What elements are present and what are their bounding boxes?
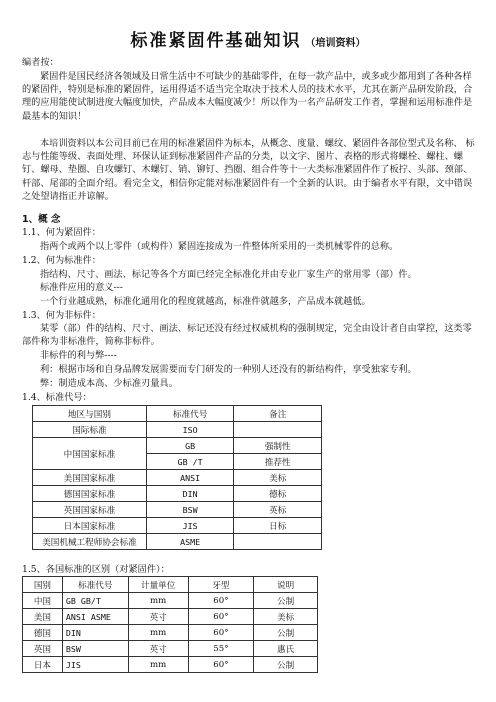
thread-cell: 60° bbox=[188, 625, 254, 641]
section-1-2-meaning-text: 一个行业越成熟，标准化通用化的程度就越高，标准件就越多，产品成本就越低。 bbox=[40, 296, 371, 307]
table-row bbox=[23, 657, 318, 673]
region-cell: 美国机械工程师协会标准 bbox=[33, 534, 147, 550]
table-header-row bbox=[23, 577, 318, 593]
table-row bbox=[33, 518, 322, 534]
region-cell: 国际标准 bbox=[33, 422, 147, 438]
code-cell: ISO bbox=[146, 422, 234, 438]
table-header-cell: 说明 bbox=[254, 577, 318, 593]
table-row bbox=[23, 625, 318, 641]
note-cell: 美标 bbox=[234, 470, 322, 486]
table-row bbox=[33, 502, 322, 518]
national-standards-comparison-table bbox=[22, 576, 318, 673]
table-header-cell: 牙型 bbox=[188, 577, 254, 593]
table-row bbox=[23, 641, 318, 657]
unit-cell: 英寸 bbox=[128, 641, 188, 657]
section-1-3-pros-cons-label: 非标件的利与弊---- bbox=[40, 350, 117, 361]
intro-paragraph-1: 紧固件是国民经济各领域及日常生活中不可缺少的基础零件，在每一款产品中，或多或少都用到了各种各样的紧固件，特别是标准的紧固件，运用得适不适当完全取决于技术人员的技术水平，尤其在新产品研发阶段，合理的应用能使试制进度大幅度加快，产品成本大幅度减少！所以作为一名产品研发工作者，掌握和运用标准件是最基本的知识！ bbox=[22, 71, 473, 122]
note-cell: 公制 bbox=[254, 657, 318, 673]
unit-cell: mm bbox=[128, 625, 188, 641]
section-1-2-meaning-label: 标准件应用的意义--- bbox=[40, 282, 123, 293]
table-header-cell: 备注 bbox=[234, 406, 322, 422]
note-cell: 英标 bbox=[234, 502, 322, 518]
document-title: 标准紧固件基础知识 bbox=[130, 31, 302, 51]
unit-cell: mm bbox=[128, 657, 188, 673]
section-1-5-heading: 1.5、各国标准的区别（对紧固件）： bbox=[22, 564, 170, 575]
thread-cell: 60° bbox=[188, 609, 254, 625]
region-cell: 日本国家标准 bbox=[33, 518, 147, 534]
code-cell: BSW bbox=[146, 502, 234, 518]
editor-note-label: 编者按： bbox=[22, 57, 59, 68]
code-cell: JIS bbox=[146, 518, 234, 534]
thread-cell: 55° bbox=[188, 641, 254, 657]
code-cell: GB /T bbox=[146, 454, 234, 470]
section-1-3-text: 某零（部）件的结构、尺寸、画法、标记还没有经过权威机构的强制规定，完全由设计者自由掌控，这类零部件称为非标准件，简称非标件。 bbox=[22, 323, 472, 348]
section-1-3-con: 弊：制造成本高、少标准刃量具。 bbox=[40, 378, 178, 389]
note-cell: 美标 bbox=[254, 609, 318, 625]
code-cell: ASME bbox=[146, 534, 234, 550]
note-cell: 公制 bbox=[254, 625, 318, 641]
table-row bbox=[33, 422, 322, 438]
table-header-row bbox=[33, 406, 322, 422]
code-cell: ANSI ASME bbox=[62, 609, 128, 625]
note-cell bbox=[234, 534, 322, 550]
code-cell: DIN bbox=[62, 625, 128, 641]
thread-cell: 60° bbox=[188, 593, 254, 609]
section-1-1-heading: 1.1、何为紧固件： bbox=[22, 227, 101, 238]
section-1-3-pro: 利：根据市场和自身品牌发展需要而专门研发的一种别人还没有的新结构件，享受独家专利。 bbox=[40, 364, 417, 375]
country-cell: 德国 bbox=[23, 625, 63, 641]
note-cell: 日标 bbox=[234, 518, 322, 534]
table-row bbox=[23, 593, 318, 609]
section-1-2-heading: 1.2、何为标准件： bbox=[22, 255, 101, 266]
note-cell bbox=[234, 422, 322, 438]
code-cell: DIN bbox=[146, 486, 234, 502]
note-cell: 推荐性 bbox=[234, 454, 322, 470]
table-row bbox=[33, 438, 322, 454]
country-cell: 英国 bbox=[23, 641, 63, 657]
document-subtitle: （培训资料） bbox=[305, 38, 366, 49]
table-row bbox=[33, 470, 322, 486]
country-cell: 美国 bbox=[23, 609, 63, 625]
section-1-heading: 1、概 念 bbox=[22, 214, 61, 225]
section-1-4-heading: 1.4、标准代号： bbox=[22, 392, 92, 403]
table-row bbox=[23, 609, 318, 625]
table-header-cell: 标准代号 bbox=[146, 406, 234, 422]
code-cell: GB GB/T bbox=[62, 593, 128, 609]
thread-cell: 60° bbox=[188, 657, 254, 673]
note-cell: 惠氏 bbox=[254, 641, 318, 657]
code-cell: JIS bbox=[62, 657, 128, 673]
region-cell: 英国国家标准 bbox=[33, 502, 147, 518]
unit-cell: mm bbox=[128, 593, 188, 609]
table-row bbox=[33, 534, 322, 550]
note-cell: 公制 bbox=[254, 593, 318, 609]
table-header-cell: 计量单位 bbox=[128, 577, 188, 593]
section-1-3-heading: 1.3、何为非标件： bbox=[22, 310, 101, 321]
unit-cell: 英寸 bbox=[128, 609, 188, 625]
table-header-cell: 国别 bbox=[23, 577, 63, 593]
note-cell: 强制性 bbox=[234, 438, 322, 454]
code-cell: BSW bbox=[62, 641, 128, 657]
table-row bbox=[33, 486, 322, 502]
region-cell: 中国国家标准 bbox=[33, 438, 147, 470]
country-cell: 中国 bbox=[23, 593, 63, 609]
code-cell: ANSI bbox=[146, 470, 234, 486]
country-cell: 日本 bbox=[23, 657, 63, 673]
code-cell: GB bbox=[146, 438, 234, 454]
note-cell: 德标 bbox=[234, 486, 322, 502]
table-header-cell: 标准代号 bbox=[62, 577, 128, 593]
section-1-1-text: 指两个或两个以上零件（或构件）紧固连接成为一件整体所采用的一类机械零件的总称。 bbox=[40, 241, 399, 252]
section-1-2-text: 指结构、尺寸、画法、标记等各个方面已经完全标准化并由专业厂家生产的常用零（部）件。 bbox=[40, 269, 417, 280]
document-title-block bbox=[0, 26, 496, 51]
region-cell: 德国国家标准 bbox=[33, 486, 147, 502]
table-header-cell: 地区与国别 bbox=[33, 406, 147, 422]
standard-codes-table bbox=[32, 405, 322, 550]
intro-paragraph-2: 本培训资料以本公司目前已在用的标准紧固件为标本，从概念、度量、螺纹、紧固件各部位型式及名称、 标志与性能等级、表面处理、环保认证到标准紧固件产品的分类，以文字、图片、表格的形式将螺栓、螺柱、螺钉、螺母、垫圈、自攻螺钉、木螺钉、销、铆钉、挡圈、组合件等十一大类标准紧固件作了板拧、头部、颈部、杆部、尾部的全面介绍。看完全文，相信你定能对标准紧固件有一个全新的认识。由于编者水平有限，文中错误之处望请指正并谅解。 bbox=[22, 138, 475, 202]
region-cell: 美国国家标准 bbox=[33, 470, 147, 486]
